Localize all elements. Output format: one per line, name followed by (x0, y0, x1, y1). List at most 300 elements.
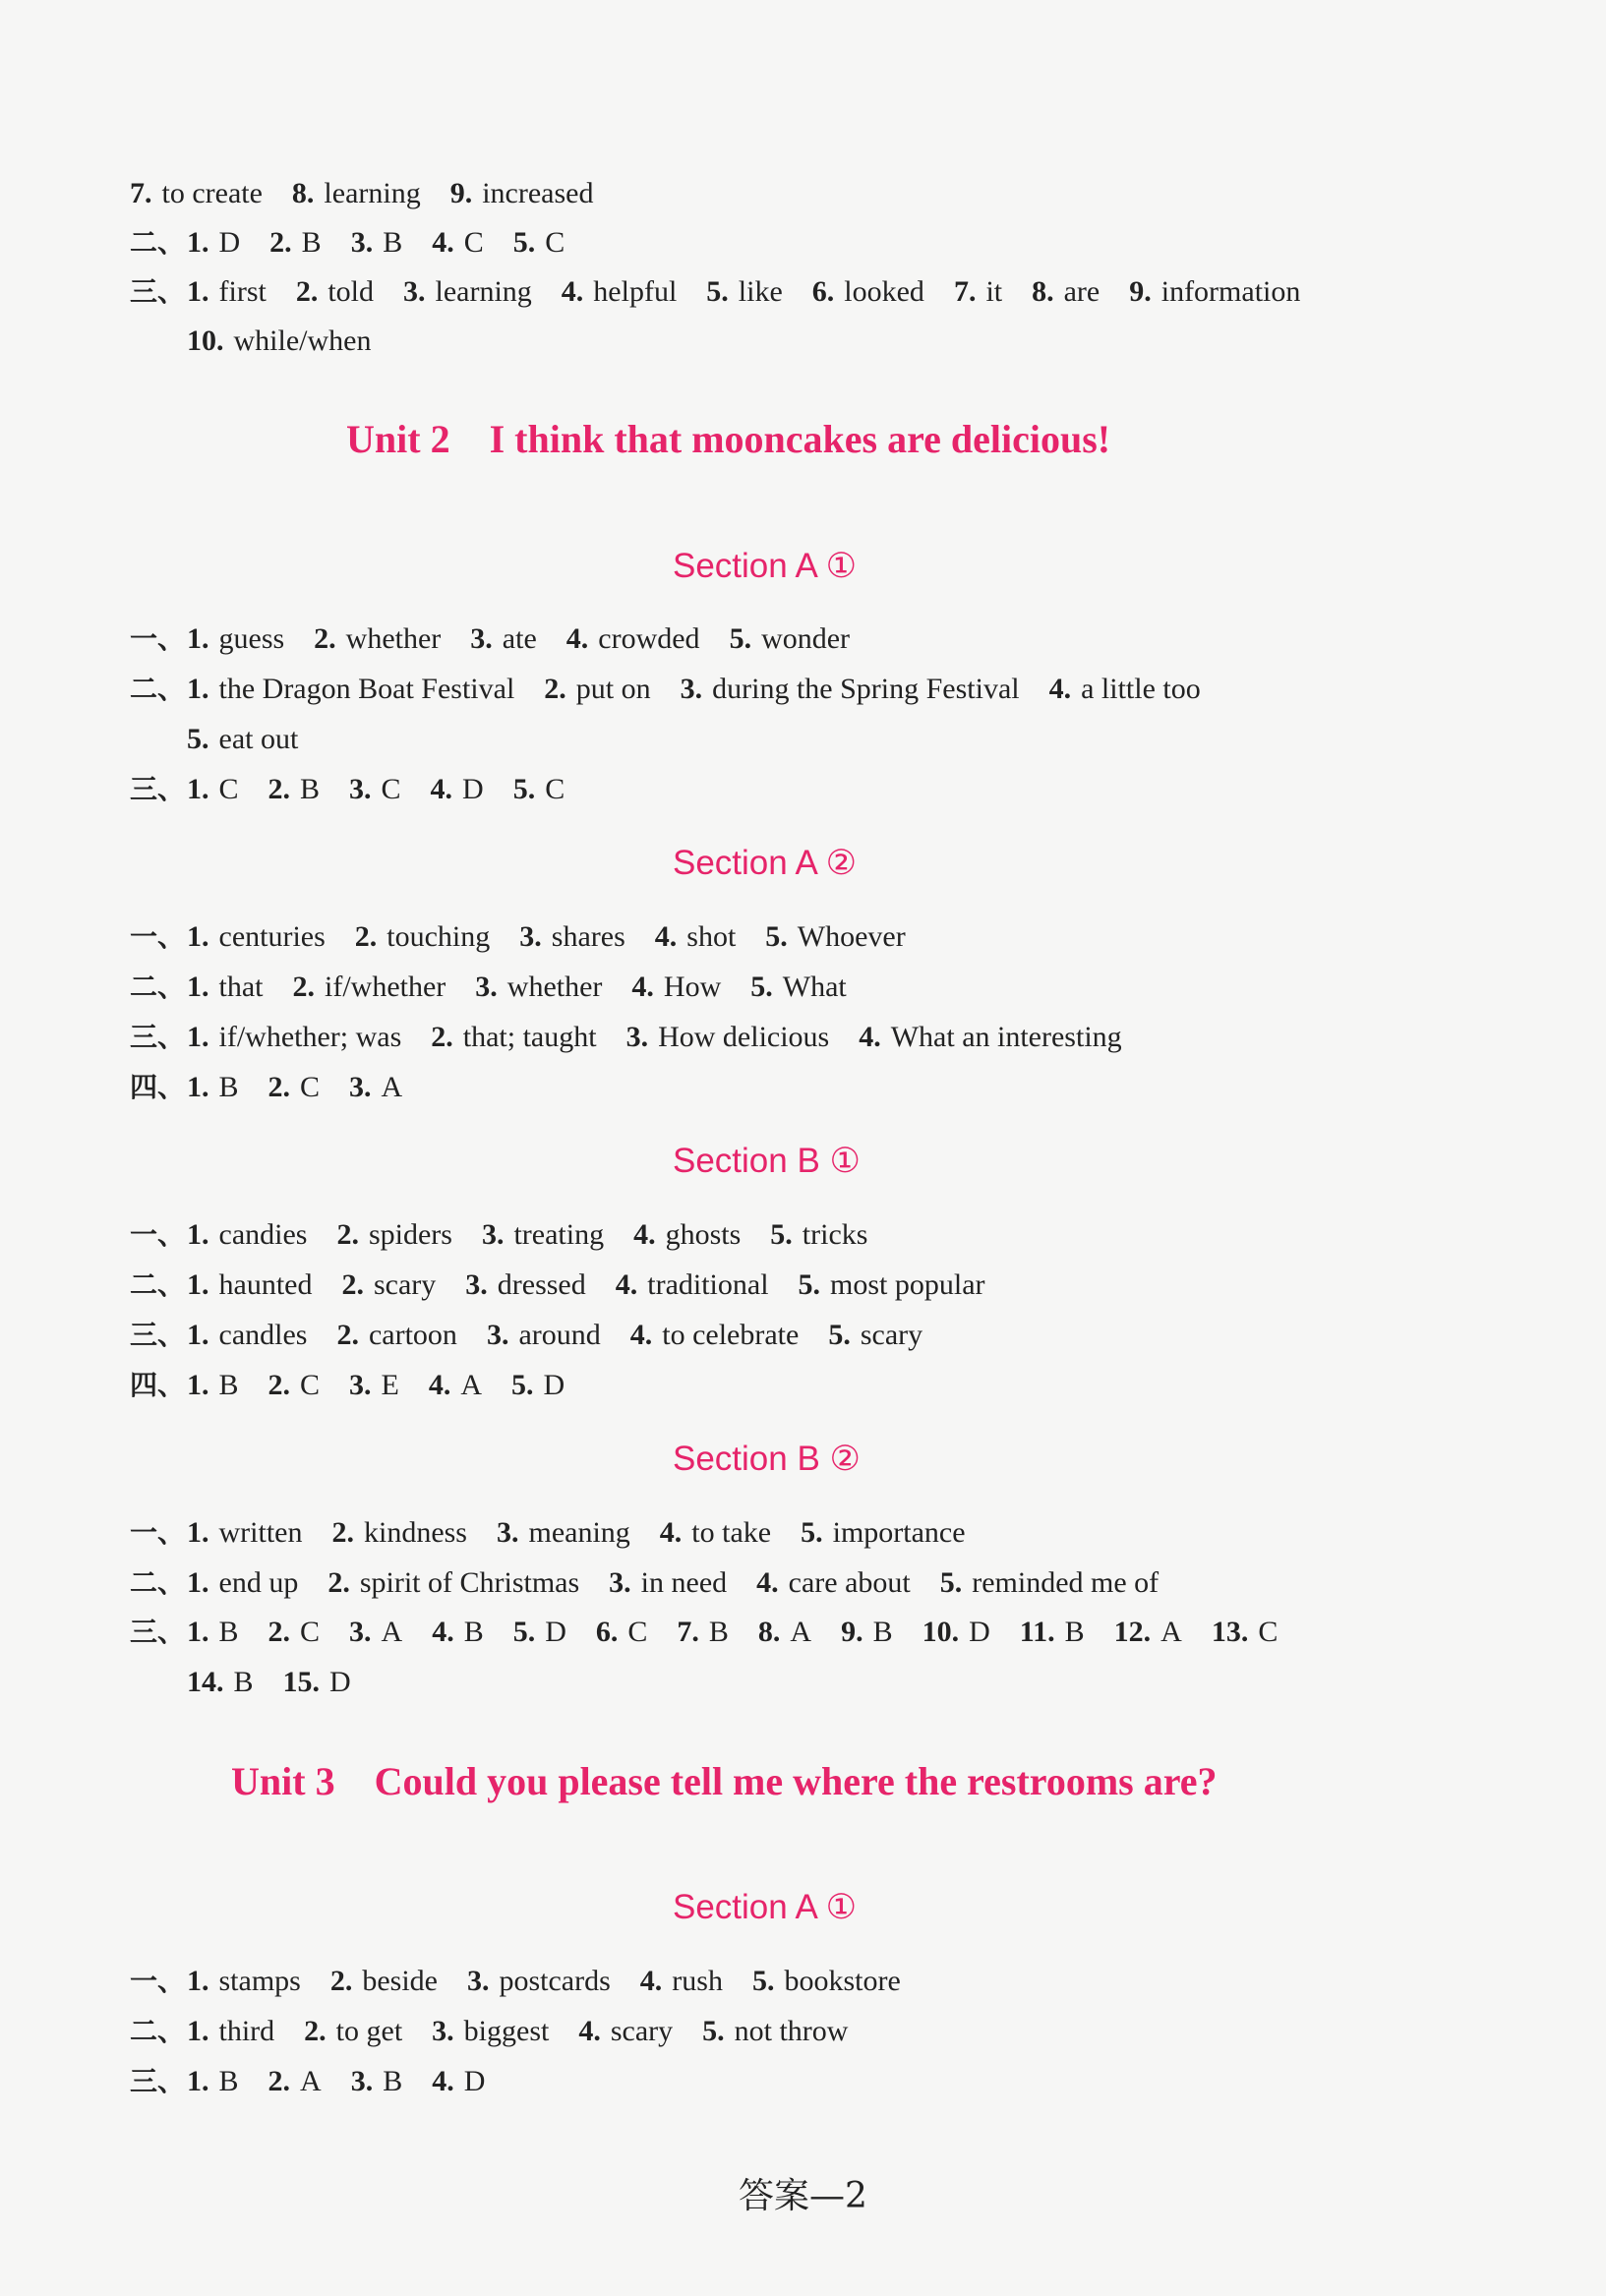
answer-line (187, 322, 400, 361)
answer-item (331, 1516, 467, 1549)
answer-item (1020, 1616, 1085, 1648)
answer-number: 3. (466, 1965, 490, 1997)
answer-number: 4. (639, 1965, 663, 1997)
answer-number: 1. (187, 1566, 209, 1599)
answer-item (351, 226, 403, 259)
answer-text: A (381, 1071, 403, 1103)
answer-text: bookstore (784, 1965, 901, 1997)
answer-text: D (463, 2065, 486, 2097)
answer-item (841, 1616, 893, 1648)
answer-number: 9. (841, 1616, 863, 1648)
answer-text: B (463, 1616, 484, 1648)
answer-item (349, 1616, 402, 1648)
answer-number: 2. (329, 1965, 353, 1997)
answer-text: B (218, 1369, 239, 1401)
answer-number: 7. (953, 275, 977, 308)
answer-text: What an interesting (890, 1021, 1122, 1053)
answer-text: B (218, 2065, 239, 2097)
answer-text: if/whether; was (218, 1021, 402, 1053)
answer-text: D (545, 1616, 566, 1648)
question-group-label: 二、 (130, 1566, 186, 1599)
answer-line (130, 223, 594, 263)
answer-number: 4. (565, 622, 589, 655)
answer-number: 5. (706, 275, 729, 308)
answer-text: end up (218, 1566, 299, 1599)
question-group-label: 三、 (130, 275, 186, 308)
answer-number: 9. (1129, 275, 1152, 308)
answer-item (432, 1616, 484, 1648)
unit-title: I think that mooncakes are delicious! (489, 417, 1111, 461)
answer-number: 2. (304, 2015, 327, 2047)
answer-item (730, 622, 850, 655)
answer-item (431, 1021, 596, 1053)
answer-number: 1. (187, 1319, 209, 1351)
answer-item (616, 1268, 769, 1301)
answer-text: written (218, 1516, 303, 1549)
answer-item (922, 1616, 990, 1648)
answer-text: B (218, 1616, 239, 1648)
answer-line (130, 1316, 952, 1355)
answer-item (130, 177, 263, 209)
answer-item (450, 177, 594, 209)
answer-number: 5. (770, 1218, 793, 1251)
answer-text: B (383, 2065, 403, 2097)
answer-item (187, 2065, 239, 2097)
answer-item (187, 673, 514, 705)
unit-heading (231, 1757, 1218, 1806)
answer-number: 7. (130, 177, 152, 209)
answer-line (130, 1068, 432, 1107)
answer-item (1114, 1616, 1182, 1648)
answer-text: to celebrate (662, 1319, 800, 1351)
answer-text: C (545, 226, 565, 259)
answer-text: third (218, 2015, 275, 2047)
answer-item (296, 275, 374, 308)
answer-number: 2. (431, 1021, 453, 1053)
answer-line (130, 272, 1330, 312)
answer-text: to create (161, 177, 263, 209)
answer-line (130, 1563, 1188, 1603)
answer-number: 3. (465, 1268, 488, 1301)
answer-item (756, 1566, 911, 1599)
question-group-label: 四、 (130, 1071, 186, 1103)
answer-number: 2. (336, 1319, 359, 1351)
answer-number: 3. (680, 673, 703, 705)
answer-number: 3. (481, 1218, 505, 1251)
answer-text: A (790, 1616, 812, 1648)
answer-item (187, 1369, 239, 1401)
answer-item (268, 1616, 321, 1648)
answer-text: C (218, 773, 239, 805)
answer-text: touching (387, 920, 491, 953)
answer-item (758, 1616, 811, 1648)
answer-text: C (300, 1369, 321, 1401)
unit-title: Could you please tell me where the restrooms are? (374, 1759, 1218, 1803)
answer-line (130, 1266, 1015, 1305)
answer-item (187, 275, 267, 308)
answer-item (304, 2015, 402, 2047)
answer-text: scary (860, 1319, 923, 1351)
section-heading: Section A ② (673, 844, 858, 882)
answer-item (640, 1965, 723, 1997)
question-group-label: 二、 (130, 971, 186, 1003)
answer-number: 1. (187, 1021, 209, 1053)
answer-number: 5. (512, 226, 536, 259)
answer-line (130, 1215, 897, 1255)
answer-item (631, 971, 721, 1003)
answer-item (578, 2015, 673, 2047)
answer-number: 5. (765, 920, 788, 953)
answer-item (187, 773, 239, 805)
answer-text: spiders (368, 1218, 452, 1251)
answer-item (431, 773, 484, 805)
answer-item (630, 1319, 800, 1351)
answer-item (432, 226, 484, 259)
answer-text: D (543, 1369, 565, 1401)
answer-item (187, 622, 284, 655)
answer-number: 1. (187, 622, 209, 655)
answer-text: B (218, 1071, 239, 1103)
answer-item (187, 920, 326, 953)
answer-text: B (233, 1666, 254, 1698)
answer-line (130, 2012, 877, 2051)
answer-text: meaning (528, 1516, 630, 1549)
answer-item (770, 1218, 867, 1251)
answer-item (513, 226, 565, 259)
answer-number: 2. (327, 1566, 350, 1599)
answer-text: D (969, 1616, 990, 1648)
answer-item (812, 275, 924, 308)
answer-text: cartoon (368, 1319, 457, 1351)
answer-number: 4. (578, 2015, 601, 2047)
answer-text: How (663, 971, 722, 1003)
answer-text: a little too (1081, 673, 1201, 705)
answer-item (314, 622, 441, 655)
answer-text: while/when (233, 324, 372, 357)
answer-item (187, 971, 264, 1003)
answer-number: 5. (729, 622, 752, 655)
answer-item (341, 1268, 436, 1301)
section-heading: Section A ① (673, 547, 858, 585)
answer-item (355, 920, 491, 953)
answer-line (187, 720, 327, 759)
answer-item (293, 971, 446, 1003)
answer-number: 15. (282, 1666, 321, 1698)
answer-text: D (329, 1666, 351, 1698)
answer-number: 5. (750, 971, 773, 1003)
answer-number: 5. (798, 1268, 821, 1301)
answer-item (660, 1516, 771, 1549)
answer-number: 5. (801, 1516, 823, 1549)
answer-item (765, 920, 905, 953)
answer-line (187, 1663, 381, 1702)
answer-item (269, 226, 322, 259)
answer-item (1212, 1616, 1279, 1648)
answer-number: 3. (432, 2015, 454, 2047)
answer-number: 10. (922, 1616, 960, 1648)
answer-text: reminded me of (972, 1566, 1160, 1599)
answer-text: shot (686, 920, 737, 953)
answer-number: 5. (511, 1369, 534, 1401)
answer-number: 3. (349, 1616, 372, 1648)
answer-number: 11. (1019, 1616, 1055, 1648)
answer-line (130, 1513, 995, 1553)
answer-item (403, 275, 532, 308)
question-group-label: 二、 (130, 2015, 186, 2047)
answer-text: if/whether (325, 971, 446, 1003)
answer-text: treating (513, 1218, 605, 1251)
answer-line (130, 968, 876, 1007)
answer-number: 5. (702, 2015, 725, 2047)
answer-item (655, 920, 737, 953)
answer-text: learning (324, 177, 421, 209)
answer-number: 2. (354, 920, 378, 953)
answer-text: B (708, 1616, 729, 1648)
answer-number: 2. (268, 773, 291, 805)
answer-item (327, 1566, 579, 1599)
answer-number: 2. (268, 1071, 291, 1103)
answer-text: C (627, 1616, 648, 1648)
answer-item (609, 1566, 727, 1599)
answer-item (513, 1616, 566, 1648)
answer-item (187, 1666, 254, 1698)
answer-number: 5. (512, 1616, 536, 1648)
answer-number: 1. (187, 1616, 209, 1648)
answer-number: 2. (314, 622, 336, 655)
answer-item (1032, 275, 1100, 308)
answer-line (130, 770, 594, 809)
answer-item (336, 1319, 456, 1351)
answer-item (702, 2015, 848, 2047)
answer-text: stamps (218, 1965, 301, 1997)
answer-line (130, 1018, 1152, 1057)
answer-text: looked (844, 275, 924, 308)
answer-item (706, 275, 783, 308)
answer-number: 4. (430, 773, 453, 805)
answer-item (475, 971, 602, 1003)
answer-number: 3. (350, 2065, 374, 2097)
answer-item (187, 1071, 239, 1103)
answer-text: it (985, 275, 1003, 308)
answer-number: 4. (859, 1021, 881, 1053)
answer-number: 4. (756, 1566, 779, 1599)
answer-item (633, 1218, 741, 1251)
answer-text: shares (551, 920, 625, 953)
question-group-label: 二、 (130, 673, 186, 705)
answer-text: are (1063, 275, 1100, 308)
answer-number: 3. (519, 920, 542, 953)
answer-item (187, 1516, 302, 1549)
question-group-label: 一、 (130, 1218, 186, 1251)
question-group-label: 四、 (130, 1369, 186, 1401)
answer-item (801, 1516, 965, 1549)
answer-number: 1. (187, 1268, 209, 1301)
answer-number: 2. (292, 971, 315, 1003)
answer-item (187, 1566, 298, 1599)
answer-item (544, 673, 650, 705)
answer-item (351, 2065, 403, 2097)
answer-number: 3. (496, 1516, 519, 1549)
answer-number: 2. (269, 226, 292, 259)
answer-text: haunted (218, 1268, 313, 1301)
answer-text: candles (218, 1319, 308, 1351)
answer-number: 2. (268, 1616, 291, 1648)
answer-text: tricks (802, 1218, 868, 1251)
answer-number: 10. (187, 324, 224, 357)
answer-number: 3. (403, 275, 426, 308)
answer-item (429, 1369, 482, 1401)
answer-text: traditional (647, 1268, 769, 1301)
answer-number: 5. (187, 723, 209, 755)
answer-text: biggest (463, 2015, 550, 2047)
answer-text: C (463, 226, 484, 259)
answer-number: 8. (291, 177, 315, 209)
answer-text: How delicious (658, 1021, 830, 1053)
question-group-label: 一、 (130, 622, 186, 655)
answer-text: to take (691, 1516, 772, 1549)
answer-number: 1. (187, 1071, 209, 1103)
answer-number: 5. (512, 773, 536, 805)
answer-text: spirit of Christmas (359, 1566, 580, 1599)
answer-number: 4. (629, 1319, 653, 1351)
answer-number: 2. (268, 2065, 291, 2097)
answer-number: 13. (1211, 1616, 1249, 1648)
answer-item (828, 1319, 922, 1351)
answer-number: 1. (187, 1516, 209, 1549)
question-group-label: 三、 (130, 1021, 186, 1053)
answer-number: 1. (187, 920, 209, 953)
answer-text: scary (610, 2015, 674, 2047)
page-footer: 答案—2 (739, 2176, 867, 2216)
answer-text: dressed (497, 1268, 586, 1301)
answer-number: 6. (811, 275, 835, 308)
answer-text: B (872, 1616, 893, 1648)
answer-text: E (381, 1369, 399, 1401)
answer-number: 3. (349, 773, 372, 805)
question-group-label: 一、 (130, 920, 186, 953)
answer-item (187, 1268, 312, 1301)
answer-text: not throw (734, 2015, 849, 2047)
section-heading: Section B ① (673, 1142, 861, 1180)
answer-line (130, 1962, 930, 2001)
answer-text: that; taught (462, 1021, 597, 1053)
answer-text: in need (640, 1566, 728, 1599)
answer-text: C (300, 1616, 321, 1648)
answer-item (187, 723, 298, 755)
answer-number: 3. (609, 1566, 631, 1599)
answer-text: like (738, 275, 783, 308)
answer-line (130, 2062, 514, 2101)
answer-number: 3. (486, 1319, 509, 1351)
answer-text: B (301, 226, 322, 259)
answer-item (187, 226, 240, 259)
answer-number: 4. (428, 1369, 451, 1401)
answer-number: 3. (349, 1071, 372, 1103)
answer-item (187, 1319, 307, 1351)
answer-number: 8. (1032, 275, 1054, 308)
answer-number: 1. (187, 2015, 209, 2047)
answer-item (349, 773, 401, 805)
answer-text: told (327, 275, 374, 308)
answer-number: 2. (295, 275, 319, 308)
answer-number: 2. (336, 1218, 359, 1251)
answer-text: C (381, 773, 401, 805)
answer-text: the Dragon Boat Festival (218, 673, 515, 705)
answer-number: 1. (187, 226, 209, 259)
answer-item (470, 622, 536, 655)
answer-text: D (462, 773, 484, 805)
answer-text: information (1160, 275, 1301, 308)
answer-number: 1. (187, 1369, 209, 1401)
answer-item (187, 1616, 239, 1648)
answer-item (292, 177, 421, 209)
answer-text: ate (502, 622, 537, 655)
answer-text: B (383, 226, 403, 259)
answer-number: 6. (595, 1616, 619, 1648)
answer-text: eat out (218, 723, 299, 755)
answer-number: 4. (432, 1616, 454, 1648)
answer-number: 5. (751, 1965, 775, 1997)
answer-text: around (518, 1319, 601, 1351)
answer-text: whether (345, 622, 442, 655)
answer-number: 3. (475, 971, 498, 1003)
answer-item (268, 1071, 321, 1103)
answer-item (349, 1369, 399, 1401)
answer-text: scary (373, 1268, 437, 1301)
answer-item (940, 1566, 1159, 1599)
answer-text: first (218, 275, 267, 308)
answer-item (677, 1616, 729, 1648)
answer-item (681, 673, 1020, 705)
answer-text: care about (788, 1566, 911, 1599)
answer-item (497, 1516, 630, 1549)
answer-text: A (300, 2065, 322, 2097)
answer-text: beside (362, 1965, 438, 1997)
answer-text: B (300, 773, 321, 805)
question-group-label: 三、 (130, 773, 186, 805)
answer-number: 2. (341, 1268, 364, 1301)
answer-text: postcards (499, 1965, 611, 1997)
answer-number: 4. (615, 1268, 638, 1301)
answer-number: 2. (331, 1516, 354, 1549)
answer-text: learning (435, 275, 532, 308)
question-group-label: 三、 (130, 1616, 186, 1648)
answer-item (626, 1021, 830, 1053)
answer-text: that (218, 971, 264, 1003)
question-group-label: 一、 (130, 1516, 186, 1549)
section-heading: Section A ① (673, 1888, 858, 1926)
answer-item (349, 1071, 402, 1103)
unit-heading (346, 415, 1110, 464)
answer-text: kindness (363, 1516, 467, 1549)
answer-item (596, 1616, 648, 1648)
answer-text: candies (218, 1218, 308, 1251)
answer-number: 4. (633, 1218, 656, 1251)
question-group-label: 三、 (130, 1319, 186, 1351)
answer-number: 1. (187, 2065, 209, 2097)
answer-text: A (1160, 1616, 1182, 1648)
question-group-label: 三、 (130, 2065, 186, 2097)
answer-text: during the Spring Festival (712, 673, 1020, 705)
answer-text: helpful (593, 275, 678, 308)
answer-text: C (300, 1071, 321, 1103)
answer-item (511, 1369, 565, 1401)
question-group-label: 一、 (130, 1965, 186, 1997)
answer-number: 1. (187, 275, 209, 308)
section-heading: Section B ② (673, 1440, 861, 1478)
answer-number: 1. (187, 1965, 209, 1997)
answer-number: 4. (1048, 673, 1072, 705)
